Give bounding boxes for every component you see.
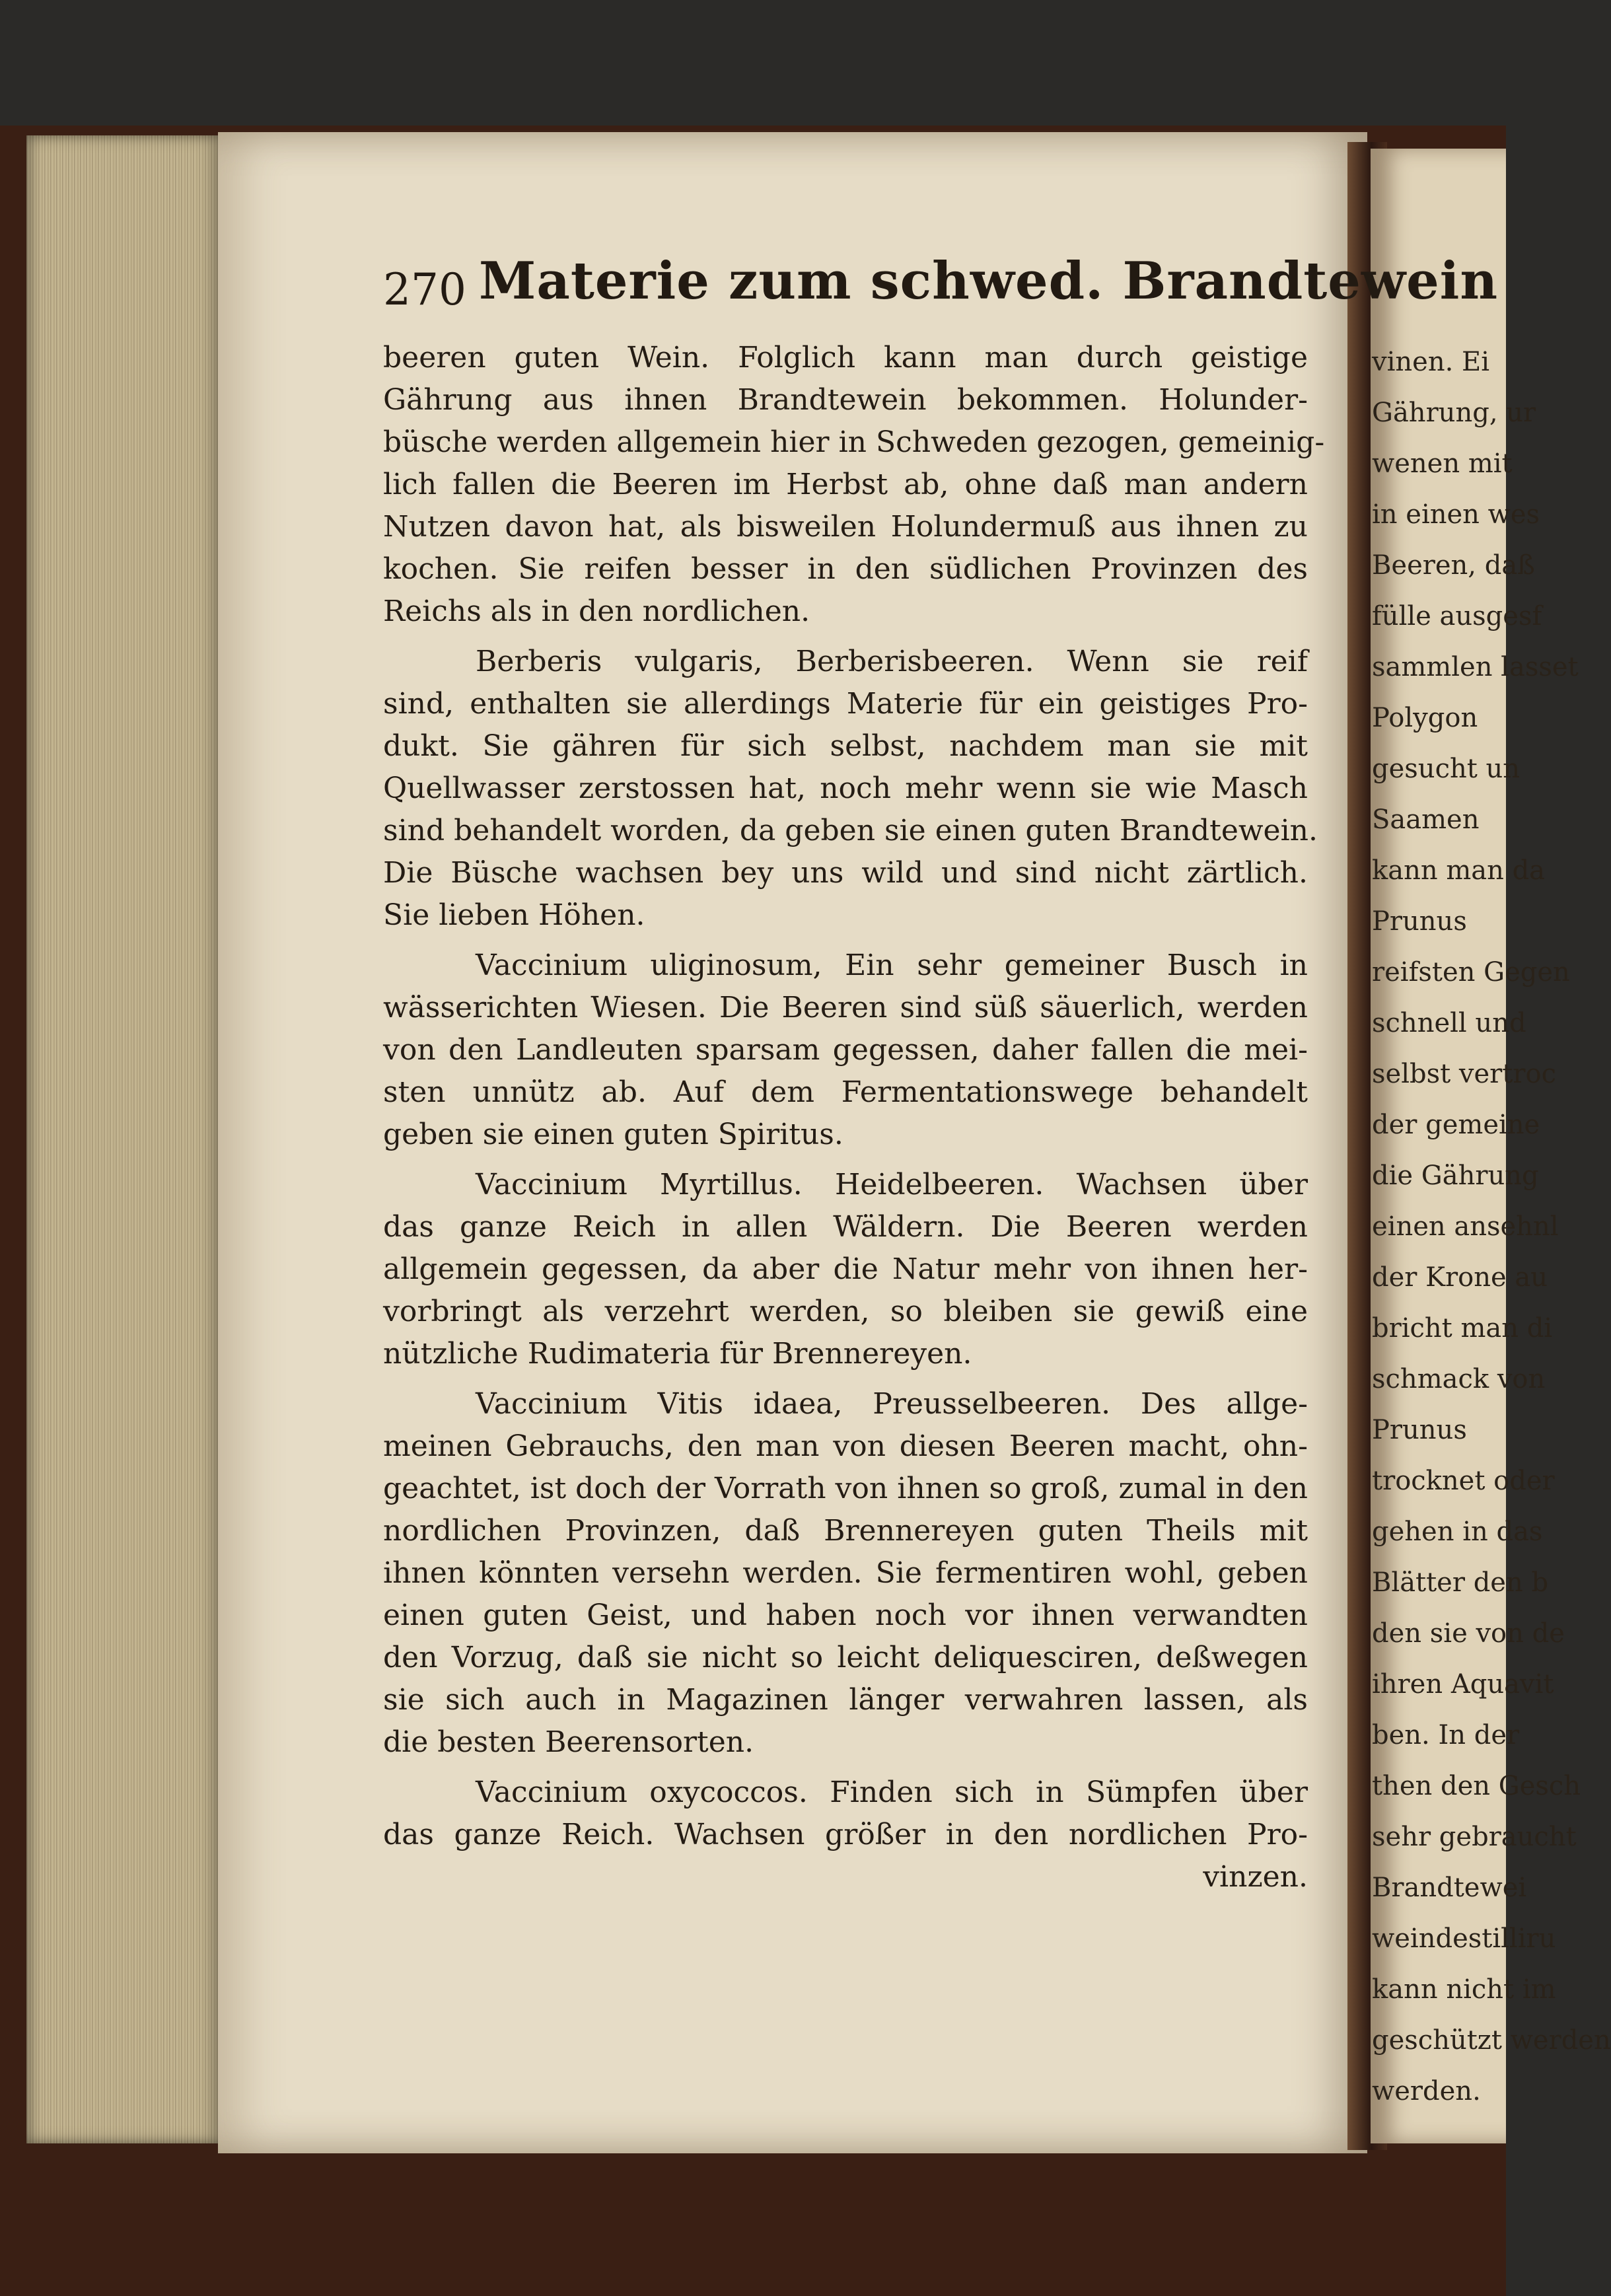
text-line: Die Büsche wachsen bey uns wild und sind nicht zärtlich.	[383, 856, 1308, 890]
text-line: Vaccinium oxycoccos. Finden sich in Sümpfen über	[476, 1776, 1308, 1809]
text-line: kochen. Sie reifen besser in den südlichen Provinzen des	[383, 552, 1308, 586]
paragraph-gap	[383, 633, 1308, 641]
text-line: sind behandelt worden, da geben sie einen guten Brandtewein.	[383, 814, 1318, 847]
text-line: das ganze Reich. Wachsen größer in den nordlichen Pro-	[383, 1818, 1308, 1851]
adjacent-page-fragment: ben. In der	[1372, 1720, 1520, 1750]
adjacent-page-fragment: den sie von de	[1372, 1618, 1565, 1649]
text-line: Vaccinium uliginosum, Ein sehr gemeiner Busch in	[476, 949, 1308, 982]
adjacent-page-fragment: geschützt werden	[1372, 2025, 1611, 2056]
adjacent-page-fragment: in einen wes	[1372, 499, 1540, 530]
text-line: Gährung aus ihnen Brandtewein bekommen. Holunder-	[383, 383, 1308, 417]
text-line: geben sie einen guten Spiritus.	[383, 1118, 843, 1151]
text-line: Berberis vulgaris, Berberisbeeren. Wenn sie reif	[476, 645, 1308, 678]
adjacent-page-fragment: einen ansehnl	[1372, 1211, 1559, 1242]
adjacent-page-fragment: selbst vertroc	[1372, 1059, 1556, 1089]
adjacent-page-fragment: weindestilliru	[1372, 1923, 1556, 1954]
adjacent-page-fragment: die Gährung	[1372, 1161, 1539, 1191]
text-line: Vaccinium Myrtillus. Heidelbeeren. Wachsen über	[476, 1168, 1308, 1202]
adjacent-page-fragment: gehen in das	[1372, 1517, 1543, 1547]
adjacent-page-fragment: Polygon	[1372, 703, 1478, 733]
adjacent-page-fragment: vinen. Ei	[1372, 347, 1490, 377]
text-line: vorbringt als verzehrt werden, so bleiben sie gewiß eine	[383, 1295, 1308, 1328]
adjacent-page-fragment: sehr gebraucht	[1372, 1822, 1577, 1852]
adjacent-page	[1371, 149, 1611, 2143]
adjacent-page-fragment: wenen mit	[1372, 448, 1513, 479]
text-line: sten unnütz ab. Auf dem Fermentationswege behandelt	[383, 1075, 1308, 1109]
adjacent-page-fragment: Brandtewei	[1372, 1873, 1527, 1903]
text-line: sind, enthalten sie allerdings Materie für ein geistiges Pro-	[383, 687, 1308, 721]
text-line: von den Landleuten sparsam gegessen, daher fallen die mei-	[383, 1033, 1308, 1067]
text-line: nützliche Rudimateria für Brennereyen.	[383, 1337, 972, 1371]
adjacent-page-fragment: Prunus	[1372, 1415, 1467, 1445]
text-line: ihnen könnten versehn werden. Sie fermentiren wohl, geben	[383, 1556, 1308, 1590]
text-line: die besten Beerensorten.	[383, 1725, 754, 1759]
adjacent-page-fragment: Blätter den b	[1372, 1567, 1549, 1598]
adjacent-page-fragment: kann man da	[1372, 855, 1546, 886]
adjacent-page-fragment: bricht man di	[1372, 1313, 1553, 1344]
text-line: vinzen.	[1203, 1860, 1308, 1894]
adjacent-page-fragment: kann nicht im	[1372, 1974, 1556, 2005]
paragraph-gap	[383, 1764, 1308, 1772]
paragraph-gap	[383, 1375, 1308, 1383]
text-line: dukt. Sie gähren für sich selbst, nachdem man sie mit	[383, 729, 1308, 763]
page-body	[383, 337, 1325, 1898]
adjacent-page-fragment: schnell und	[1372, 1008, 1526, 1038]
adjacent-page-fragment: then den Gesch	[1372, 1771, 1581, 1801]
page-number: 270	[383, 264, 466, 315]
text-line: Quellwasser zerstossen hat, noch mehr wenn sie wie Masch	[383, 771, 1308, 805]
adjacent-page-fragment: sammlen lasset	[1372, 652, 1579, 682]
adjacent-page-fragment: fülle ausgesf	[1372, 601, 1542, 631]
page-header	[383, 251, 1499, 330]
text-line: Reichs als in den nordlichen.	[383, 594, 810, 628]
adjacent-page-fragment: Beeren, daß	[1372, 550, 1535, 581]
text-line: meinen Gebrauchs, den man von diesen Beeren macht, ohn-	[383, 1429, 1308, 1463]
adjacent-page-fragment: werden.	[1372, 2076, 1481, 2106]
paragraph-gap	[383, 937, 1308, 945]
adjacent-page-fragment: Gährung, ur	[1372, 398, 1536, 428]
adjacent-page-fragment: gesucht un	[1372, 754, 1521, 784]
text-line: Nutzen davon hat, als bisweilen Holundermuß aus ihnen zu	[383, 510, 1308, 544]
text-line: beeren guten Wein. Folglich kann man durch geistige	[383, 341, 1308, 375]
adjacent-page-fragment: schmack von	[1372, 1364, 1546, 1394]
text-line: geachtet, ist doch der Vorrath von ihnen so groß, zumal in den	[383, 1472, 1308, 1505]
adjacent-page-fragment: trocknet oder	[1372, 1466, 1555, 1496]
paragraph-gap	[383, 1156, 1308, 1164]
adjacent-page-fragment: ihren Aquavit	[1372, 1669, 1554, 1700]
page-block-edge	[26, 135, 225, 2143]
text-line: büsche werden allgemein hier in Schweden gezogen, gemeinig-	[383, 425, 1325, 459]
text-line: nordlichen Provinzen, daß Brennereyen guten Theils mit	[383, 1514, 1308, 1548]
text-line: das ganze Reich in allen Wäldern. Die Beeren werden	[383, 1210, 1308, 1244]
text-line: sie sich auch in Magazinen länger verwahren lassen, als	[383, 1683, 1308, 1717]
text-line: Vaccinium Vitis idaea, Preusselbeeren. Des allge-	[476, 1387, 1308, 1421]
text-line: Sie lieben Höhen.	[383, 898, 645, 932]
text-line: lich fallen die Beeren im Herbst ab, ohne daß man andern	[383, 468, 1308, 501]
adjacent-page-fragment: der gemeine	[1372, 1110, 1540, 1140]
adjacent-page-fragment: der Krone au	[1372, 1262, 1548, 1293]
text-line: wässerichten Wiesen. Die Beeren sind süß säuerlich, werden	[383, 991, 1308, 1024]
adjacent-page-fragment: Saamen	[1372, 805, 1480, 835]
text-line: einen guten Geist, und haben noch vor ihnen verwandten	[383, 1598, 1308, 1632]
text-line: den Vorzug, daß sie nicht so leicht deliquesciren, deßwegen	[383, 1641, 1308, 1674]
running-title: Materie zum schwed. Brandtewein	[479, 251, 1499, 311]
adjacent-page-fragment: reifsten Gegen	[1372, 957, 1570, 987]
text-line: allgemein gegessen, da aber die Natur mehr von ihnen her-	[383, 1252, 1308, 1286]
adjacent-page-fragment: Prunus	[1372, 906, 1467, 937]
